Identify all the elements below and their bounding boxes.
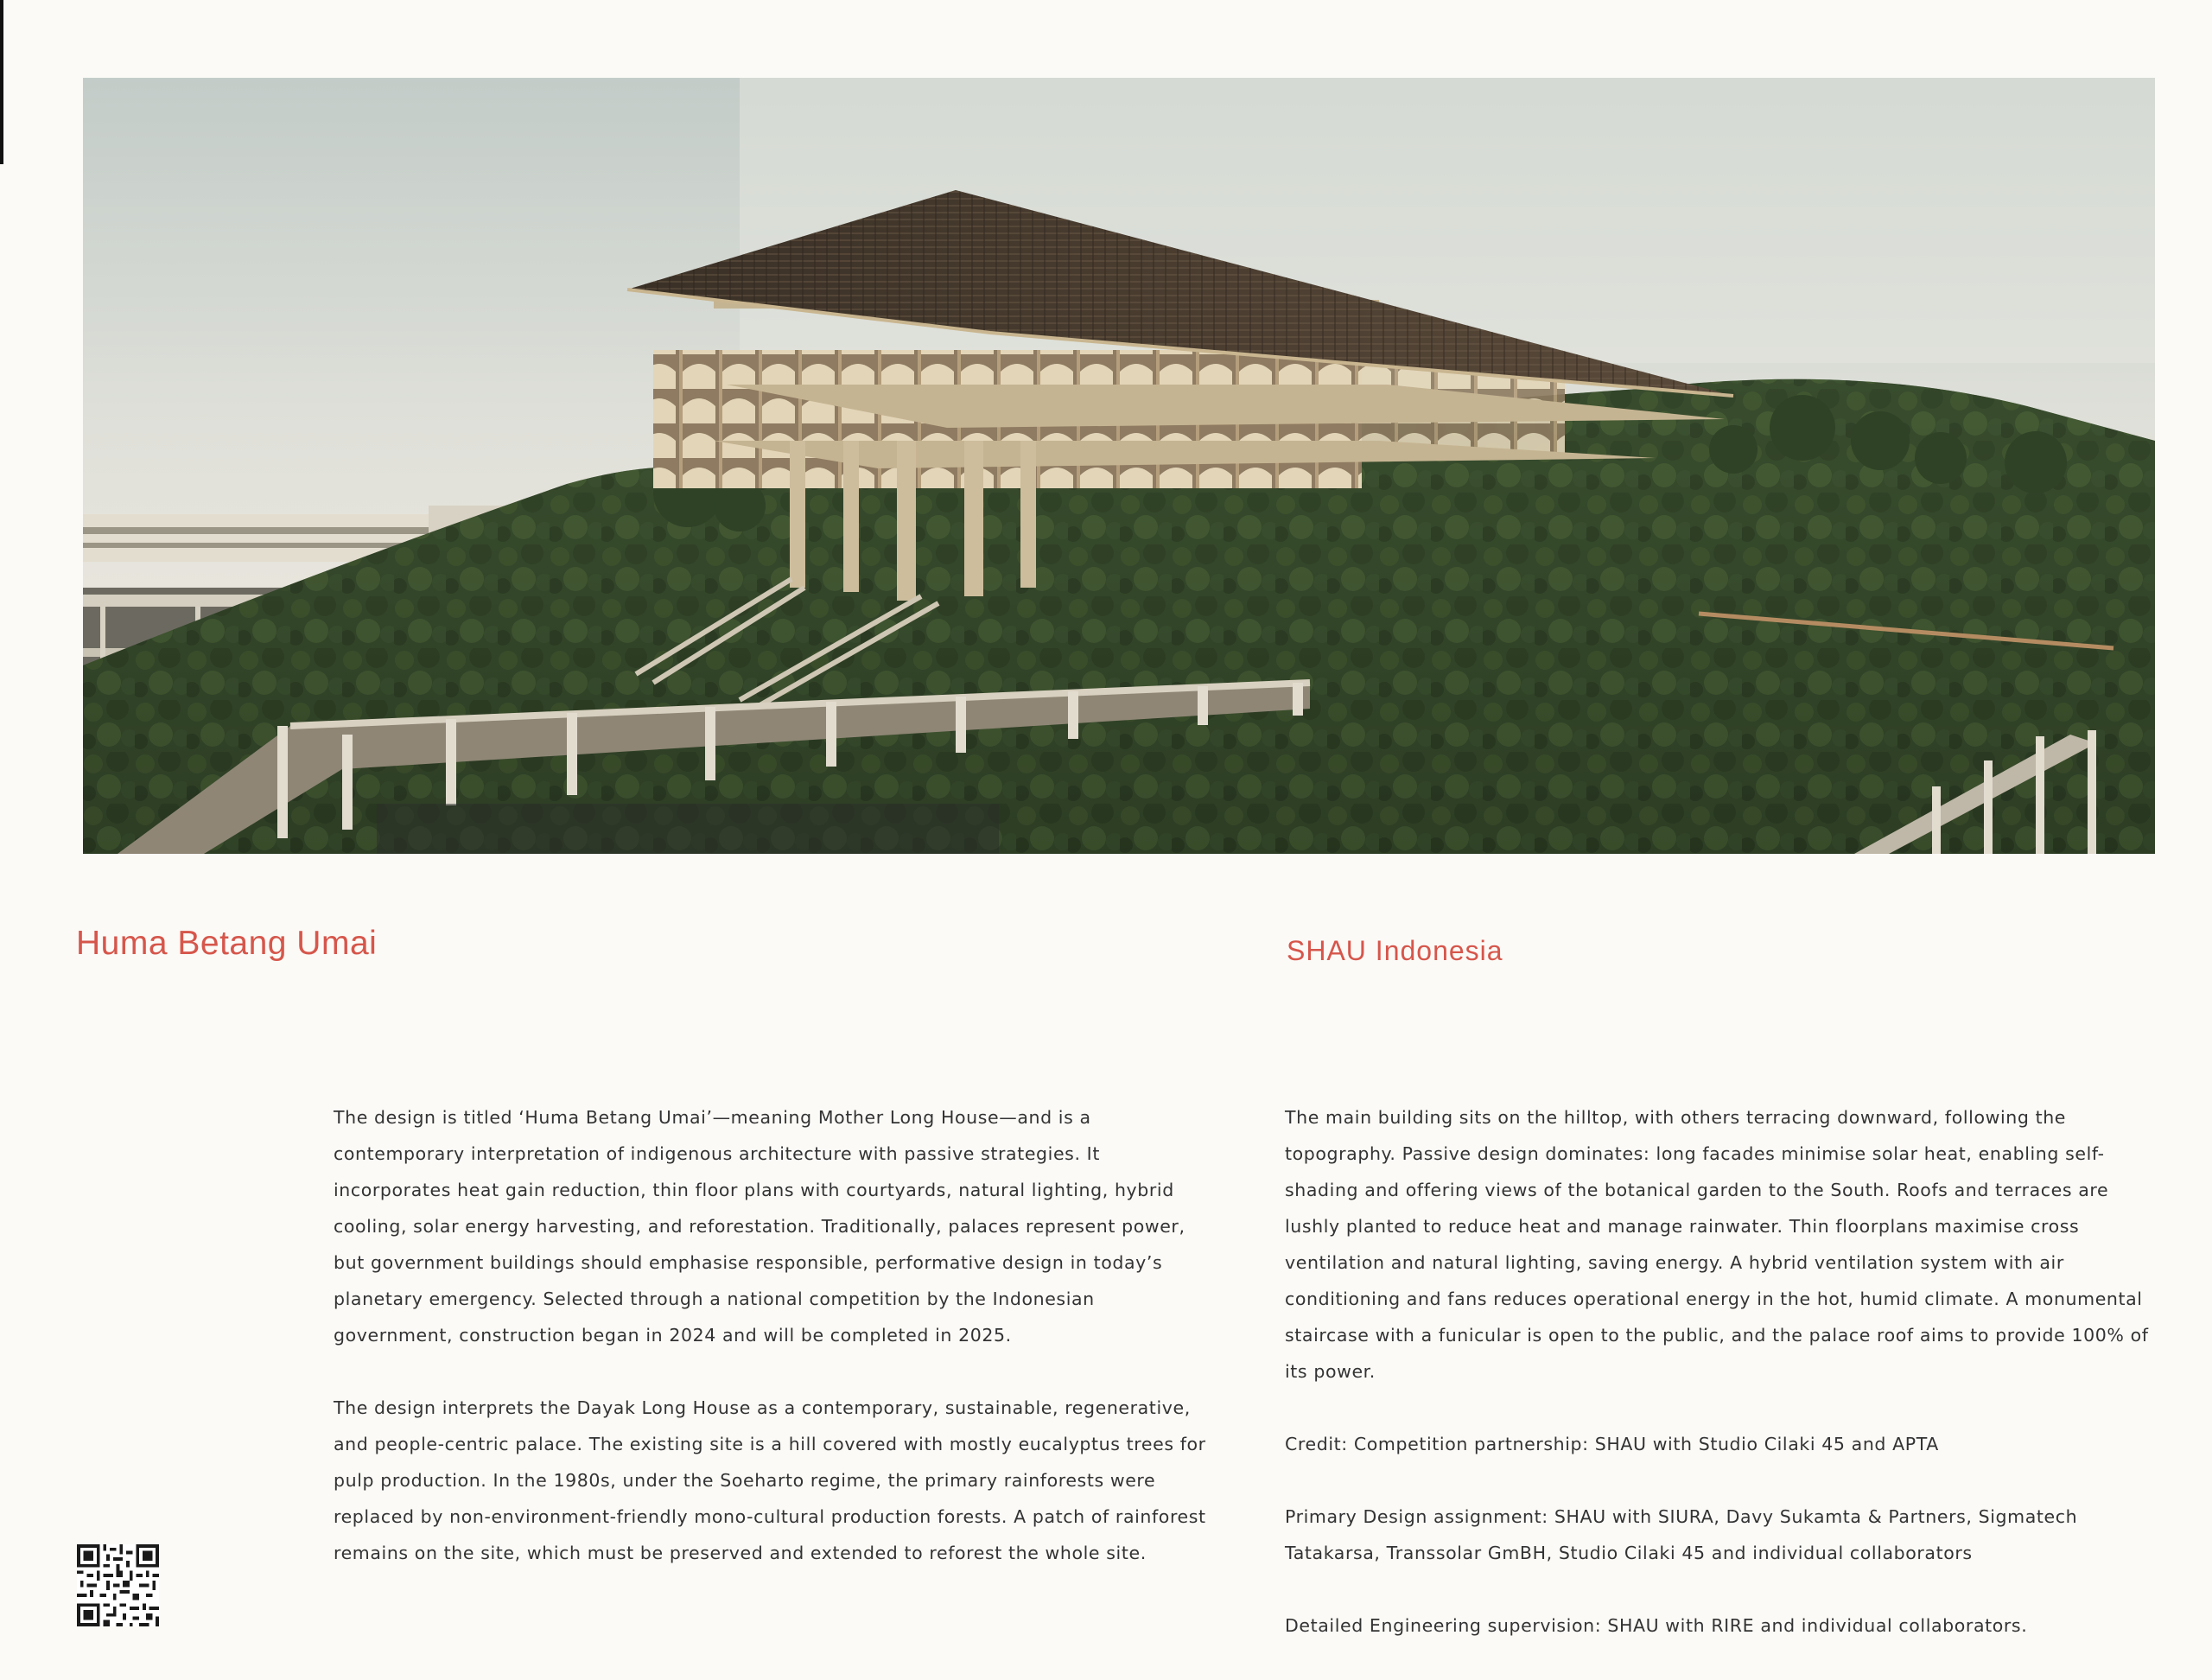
credit-line: Primary Design assignment: SHAU with SIURA, Davy Sukamta & Partners, Sigmatech Tatakarsa, Transsolar GmBH, Studio Cilaki 45 and individual collaborators <box>1285 1506 2078 1563</box>
credit-line: Credit: Competition partnership: SHAU with Studio Cilaki 45 and APTA <box>1285 1434 1939 1454</box>
building-photo <box>83 78 2155 854</box>
qr-code-icon[interactable] <box>77 1544 159 1626</box>
body-paragraph: The design interprets the Dayak Long House as a contemporary, sustainable, regenerative, and people-centric palace. The existing site is a hill covered with mostly eucalyptus trees for pulp production. In the 1980s, under the Soeharto regime, the primary rainforests were replaced by non-environment-friendly mono-cultural production forests. A patch of rainforest remains on the site, which must be preserved and extended to reforest the whole site. <box>334 1397 1206 1563</box>
project-title: Huma Betang Umai <box>76 925 378 962</box>
body-left-column <box>334 1099 1206 1607</box>
scan-edge-line <box>0 0 3 164</box>
body-right-column <box>1285 1099 2153 1680</box>
body-paragraph: The design is titled ‘Huma Betang Umai’—meaning Mother Long House—and is a contemporary interpretation of indigenous architecture with passive strategies. It incorporates heat gain reduction, thin floor plans with courtyards, natural lighting, hybrid cooling, solar energy harvesting, and reforestation. Traditionally, palaces represent power, but government buildings should emphasise responsible, performative design in today’s planetary emergency. Selected through a national competition by the Indonesian government, construction began in 2024 and will be completed in 2025. <box>334 1107 1185 1346</box>
credits-block <box>1285 1426 2153 1644</box>
body-paragraph: The main building sits on the hilltop, with others terracing downward, following the topography. Passive design dominates: long facades minimise solar heat, enabling self-shading and offering views of the botanical garden to the South. Roofs and terraces are lushly planted to reduce heat and manage rainwater. Thin floorplans maximise cross ventilation and natural lighting, saving energy. A hybrid ventilation system with air conditioning and fans reduces operational energy in the hot, humid climate. A monumental staircase with a funicular is open to the public, and the palace roof aims to provide 100% of its power. <box>1285 1107 2149 1382</box>
credit-line: Detailed Engineering supervision: SHAU with RIRE and individual collaborators. <box>1285 1615 2028 1636</box>
studio-name: SHAU Indonesia <box>1287 935 1503 966</box>
building-illustration <box>83 78 2155 854</box>
